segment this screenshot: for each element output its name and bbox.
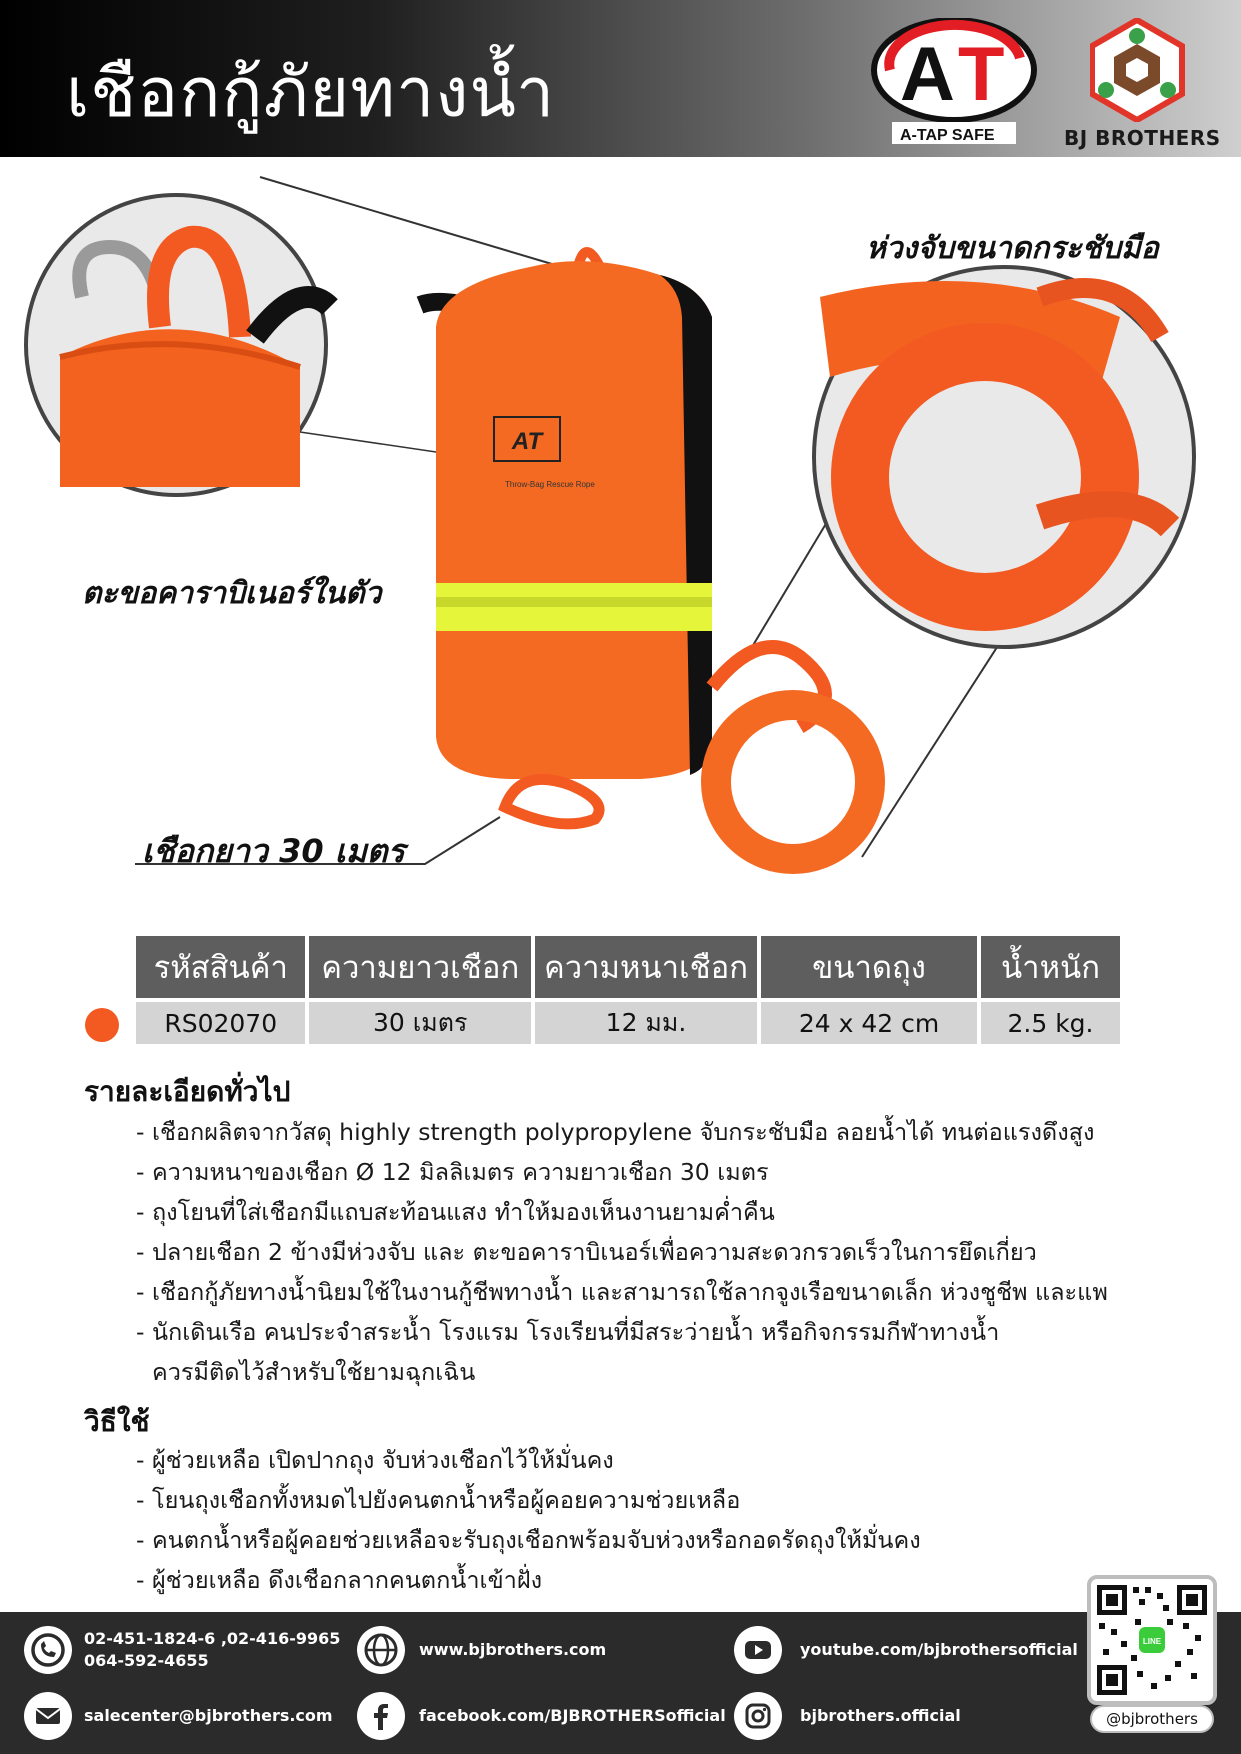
usage-title: วิธีใช้ [84, 1405, 150, 1438]
bj-brothers-wordmark: BJ BROTHERS [1064, 126, 1221, 150]
list-item: - คนตกน้ำหรือผู้คอยช่วยเหลือจะรับถุงเชือกพร้อมจับห่วงหรือกอดรัดถุงให้มั่นคง [136, 1526, 921, 1554]
facebook-icon [357, 1692, 405, 1740]
phone-numbers[interactable] [84, 1628, 340, 1672]
cell-rope-length: 30 เมตร [309, 1002, 531, 1044]
callout-carabiner: ตะขอคาราบิเนอร์ในตัว [82, 576, 382, 611]
header-product-code: รหัสสินค้า [136, 936, 305, 998]
spec-table-header [136, 936, 1120, 998]
rope-ring [712, 647, 870, 859]
header-weight: น้ำหนัก [981, 936, 1120, 998]
list-item: - นักเดินเรือ คนประจำสระน้ำ โรงแรม โรงเรียนที่มีสระว่ายน้ำ หรือกิจกรรมกีฬาทางน้ำ [136, 1318, 1000, 1346]
callout-rope-length: เชือกยาว 30 เมตร [142, 832, 405, 870]
footer [0, 1612, 1241, 1754]
list-item: - ผู้ช่วยเหลือ ดึงเชือกลากคนตกน้ำเข้าฝั่ง [136, 1566, 543, 1594]
line-qr-code[interactable] [1087, 1575, 1217, 1705]
callout-handle: ห่วงจับขนาดกระชับมือ [866, 231, 1159, 266]
list-item-continuation: ควรมีติดไว้สำหรับใช้ยามฉุกเฉิน [152, 1358, 476, 1386]
line-handle-badge[interactable]: @bjbrothers [1090, 1705, 1214, 1733]
a-tap-safe-logo [870, 18, 1040, 148]
email-icon [24, 1692, 72, 1740]
handle-ring-zoom [814, 267, 1194, 647]
list-item: - เชือกผลิตจากวัสดุ highly strength polypropylene จับกระชับมือ ลอยน้ำได้ ทนต่อแรงดึงสูง [136, 1118, 1095, 1146]
a-tap-safe-logo-text: A-TAP SAFE [900, 127, 995, 144]
website-link[interactable]: www.bjbrothers.com [419, 1640, 607, 1659]
youtube-icon [734, 1626, 782, 1674]
bj-brothers-logo [1090, 18, 1185, 122]
svg-text:T: T [958, 32, 1005, 117]
line-logo-text: LINE [1142, 1637, 1162, 1646]
bag-brand: AT [511, 428, 543, 455]
page-header [0, 0, 1241, 157]
instagram-link[interactable]: bjbrothers.official [800, 1706, 961, 1725]
usage-list [136, 1440, 921, 1600]
list-item: - เชือกกู้ภัยทางน้ำนิยมใช้ในงานกู้ชีพทางน้ำ และสามารถใช้ลากจูงเรือขนาดเล็ก ห่วงชูชีพ และแพ [136, 1278, 1108, 1306]
list-item: - โยนถุงเชือกทั้งหมดไปยังคนตกน้ำหรือผู้คอยความช่วยเหลือ [136, 1486, 741, 1514]
page-title: เชือกกู้ภัยทางน้ำ [66, 54, 556, 133]
spec-table [132, 932, 1124, 1048]
carabiner-zoom [26, 195, 330, 495]
header-bag-size: ขนาดถุง [761, 936, 977, 998]
cell-product-code: RS02070 [136, 1002, 305, 1044]
header-rope-thickness: ความหนาเชือก [535, 936, 757, 998]
bag-caption: Throw-Bag Rescue Rope [505, 480, 595, 489]
spec-color-dot [85, 1008, 119, 1042]
details-title: รายละเอียดทั่วไป [84, 1075, 291, 1108]
throw-bag [420, 252, 712, 824]
list-item: - ปลายเชือก 2 ข้างมีห่วงจับ และ ตะขอคาราบิเนอร์เพื่อความสะดวกรวดเร็วในการยึดเกี่ยว [136, 1238, 1037, 1266]
svg-text:A: A [900, 32, 955, 117]
cell-rope-thickness: 12 มม. [535, 1002, 757, 1044]
instagram-icon [734, 1692, 782, 1740]
phone-line-2[interactable]: 064-592-4655 [84, 1651, 209, 1670]
email-link[interactable]: salecenter@bjbrothers.com [84, 1706, 333, 1725]
header-rope-length: ความยาวเชือก [309, 936, 531, 998]
facebook-link[interactable]: facebook.com/BJBROTHERSofficial [419, 1706, 726, 1725]
phone-icon [24, 1626, 72, 1674]
table-row [136, 1002, 1120, 1044]
details-list [136, 1112, 1108, 1392]
list-item: - ความหนาของเชือก Ø 12 มิลลิเมตร ความยาวเชือก 30 เมตร [136, 1158, 769, 1186]
youtube-link[interactable]: youtube.com/bjbrothersofficial [800, 1640, 1078, 1659]
list-item: - ถุงโยนที่ใส่เชือกมีแถบสะท้อนแสง ทำให้มองเห็นงานยามค่ำคืน [136, 1198, 775, 1226]
cell-weight: 2.5 kg. [981, 1002, 1120, 1044]
globe-icon [357, 1626, 405, 1674]
list-item: - ผู้ช่วยเหลือ เปิดปากถุง จับห่วงเชือกไว้ให้มั่นคง [136, 1446, 614, 1474]
phone-line-1[interactable]: 02-451-1824-6 ,02-416-9965 [84, 1629, 341, 1648]
cell-bag-size: 24 x 42 cm [761, 1002, 977, 1044]
